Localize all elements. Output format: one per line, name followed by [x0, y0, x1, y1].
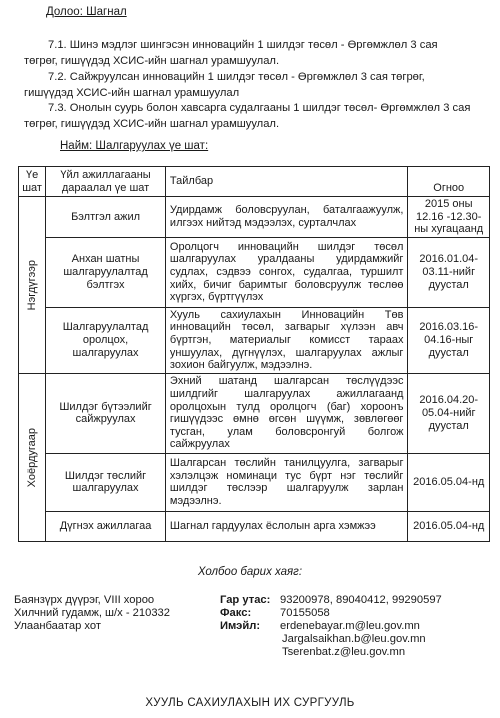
email-link[interactable]: erdenebayar.m@leu.gov.mn	[280, 620, 420, 632]
contact-address	[14, 594, 170, 633]
row-date: 2016.03.16-04.16-ныг дуустал	[408, 307, 490, 373]
row-description: Шалгарсан төслийн танилцуулга, загварыг хэлэлцэж номинаци тус бүрт нэг төслийг шилдэг төслээр шалгаруулж зарлан мэдээлнэ.	[165, 453, 408, 511]
header-stage: Үе шат	[19, 167, 46, 197]
row-description: Эхний шатанд шалгарсан төслүүдээс шилдгийг шалгаруулах ажиллагаанд оролцохын тулд оролцогч (баг) хороонъ гишүүдээс өмнө өгсөн шүүмж, зөвлөгөөг тусган, улам боловсронгуй болгож сайжруулах	[165, 373, 408, 453]
header-description: Тайлбар	[165, 167, 408, 197]
table-row	[19, 237, 490, 307]
award-item-2-line2: гишүүдэд ХСИС-ийн шагнал урамшуулал	[24, 86, 240, 99]
phone-line	[220, 594, 442, 607]
stage-group-1	[19, 197, 46, 374]
stage-group-1-label: Нэгдүгээр	[25, 259, 38, 311]
row-description: Оролцогч инновацийн шилдэг төсөл шалгаруулах уралдааны удирдамжийг судлах, сэдвээ сонгох, судалгаа, туршилт хийх, бичиг баримтыг боловсруулж төслөө хүргэх, бүртгүүлэх	[165, 237, 408, 307]
row-date: 2015 оны 12.16 -12.30-ны хугацаанд	[408, 197, 490, 238]
table-row	[19, 373, 490, 453]
email-label: Имэйл:	[220, 620, 261, 632]
row-step: Шилдэг бүтээлийг сайжруулах	[46, 373, 166, 453]
row-step: Шалгаруулалтад оролцох, шалгаруулах	[46, 307, 166, 373]
award-item-2-line1: 7.2. Сайжруулсан инновацийн 1 шилдэг төсөл - Өргөмжлөл 3 сая төгрөг,	[48, 71, 425, 83]
row-step: Дүгнэх ажиллагаа	[46, 511, 166, 541]
fax-label: Факс:	[220, 607, 252, 619]
stages-table	[18, 166, 490, 542]
table-row	[19, 307, 490, 373]
contact-details	[220, 594, 442, 659]
award-item-3	[24, 101, 486, 132]
table-header-row	[19, 167, 490, 197]
award-item-1-line1: 7.1. Шинэ мэдлэг шингэсэн инновацийн 1 шилдэг төсөл - Өргөмжлөл 3 сая	[48, 39, 438, 51]
phone-label: Гар утас:	[220, 594, 271, 606]
fax-value: 70155058	[280, 607, 330, 619]
row-date: 2016.04.20-05.04-нийг дуустал	[408, 373, 490, 453]
email-line	[220, 620, 442, 633]
row-description: Шагнал гардуулах ёслолын арга хэмжээ	[165, 511, 408, 541]
award-item-1-line2: төгрөг, гишүүдэд ХСИС-ийн шагнал урамшуулал.	[24, 54, 280, 67]
row-date: 2016.05.04-нд	[408, 511, 490, 541]
award-item-2	[24, 70, 486, 101]
row-step: Анхан шатны шалгаруулалтад бэлтгэх	[46, 237, 166, 307]
phone-value: 93200978, 89040412, 99290597	[280, 594, 442, 606]
table-row	[19, 511, 490, 541]
table-row	[19, 197, 490, 238]
address-line-3: Улаанбаатар хот	[14, 620, 101, 632]
row-date: 2016.01.04-03.11-нийг дуустал	[408, 237, 490, 307]
fax-line	[220, 607, 442, 620]
row-description: Хууль сахиулахын Инновацийн Төв инновацийн төсөл, загварыг хүлээн авч бүртгэн, материалыг комисст тараах уншуулах, дүгнүүлэх, шалгаруулах ажлыг зохион байгуулж, мэдээлнэ.	[165, 307, 408, 373]
header-sequence: Үйл ажиллагааны дараалал үе шат	[46, 167, 166, 197]
section-heading-awards: Долоо: Шагнал	[46, 6, 127, 18]
row-date: 2016.05.04-нд	[408, 453, 490, 511]
stage-group-2	[19, 373, 46, 541]
table-row	[19, 453, 490, 511]
contact-title: Холбоо барих хаяг:	[197, 566, 303, 578]
row-description: Удирдамж боловсруулан, баталгаажуулж, илгээх нийтэд мэдээлэх, сурталчлах	[165, 197, 408, 238]
header-date: Огноо	[408, 167, 490, 197]
award-item-3-line2: төгрөг, гишүүдэд ХСИС-ийн шагнал урамшуулал.	[24, 117, 280, 130]
section-heading-stages: Найм: Шалгаруулах үе шат:	[60, 140, 209, 152]
email-link[interactable]: Jargalsaikhan.b@leu.gov.mn	[282, 633, 426, 645]
address-line-1: Баянзүрх дүүрэг, VIII хороо	[14, 594, 155, 606]
email-link[interactable]: Tserenbat.z@leu.gov.mn	[282, 646, 406, 658]
award-item-1	[24, 38, 486, 69]
address-line-2: Хилчний гудамж, ш/х - 210332	[14, 607, 171, 619]
school-name: ХУУЛЬ САХИУЛАХЫН ИХ СУРГУУЛЬ	[145, 697, 355, 709]
row-step: Шилдэг төслийг шалгаруулах	[46, 453, 166, 511]
award-item-3-line1: 7.3. Онолын суурь болон хавсарга судалгааны 1 шилдэг төсөл- Өргөмжлөл 3 сая	[48, 102, 471, 114]
stage-group-2-label: Хоёрдугаар	[25, 427, 38, 487]
row-step: Бэлтгэл ажил	[46, 197, 166, 238]
